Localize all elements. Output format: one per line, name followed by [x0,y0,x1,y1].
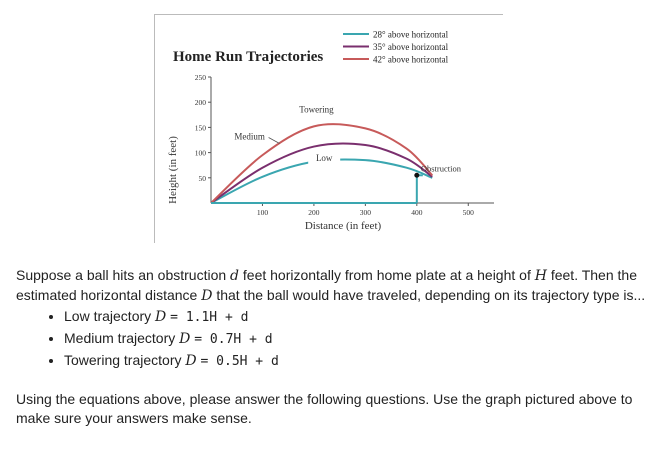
var-d: d [230,268,239,284]
x-axis-label: Distance (in feet) [304,220,382,232]
list-item-towering [64,350,656,372]
y-tick-label: 50 [198,173,206,183]
x-tick-label: 400 [411,208,423,217]
intro-mid: feet horizontally from home plate at a height of [242,267,531,283]
y-tick-label: 200 [194,98,206,108]
x-tick-label: 500 [462,208,474,217]
list-var: D [155,309,167,325]
y-tick-label: 250 [194,73,206,82]
trajectory-figure [154,14,503,243]
list-item-medium [64,328,656,350]
y-tick-label: 100 [194,148,206,158]
closing-paragraph: Using the equations above, please answer the following questions. Use the graph pictured above to make sure your answers make sense. [16,391,633,426]
x-tick-label: 100 [256,208,269,217]
intro-paragraph [16,266,656,306]
annotation-obstruction: Obstruction [420,163,461,174]
intro-text: Suppose a ball hits an obstruction [16,267,227,283]
chart-legend [343,30,449,65]
list-var: D [179,331,191,347]
annotation-low: Low [315,153,333,164]
list-label: Towering trajectory [64,352,182,368]
list-equation: = 0.5H + d [200,354,279,369]
list-equation: = 0.7H + d [194,332,273,347]
problem-text [16,266,656,428]
trajectory-chart [155,15,504,244]
legend-label: 42° above horizontal [373,54,449,65]
var-H: H [534,268,547,284]
y-tick-label: 150 [194,123,206,133]
intro-tail: that the ball would have traveled, depending on its trajectory type is... [216,287,646,303]
y-axis-label: Height (in feet) [167,136,179,204]
obstruction-point [414,173,419,178]
chart-title: Home Run Trajectories [173,49,324,65]
annotation-medium: Medium [234,131,265,142]
var-D: D [201,288,213,304]
legend-label: 35° above horizontal [373,42,449,52]
list-item-low [64,306,656,328]
list-var: D [185,353,197,369]
trajectory-equation-list [16,306,656,372]
annotation-towering: Towering [299,104,334,115]
list-label: Medium trajectory [64,330,176,346]
list-label: Low trajectory [64,308,152,324]
x-tick-label: 200 [308,208,320,217]
intro-end: feet. Then the estimated horizontal distance [16,267,637,303]
list-equation: = 1.1H + d [170,310,249,325]
legend-label: 28° above horizontal [373,29,449,40]
x-tick-label: 300 [359,208,371,217]
